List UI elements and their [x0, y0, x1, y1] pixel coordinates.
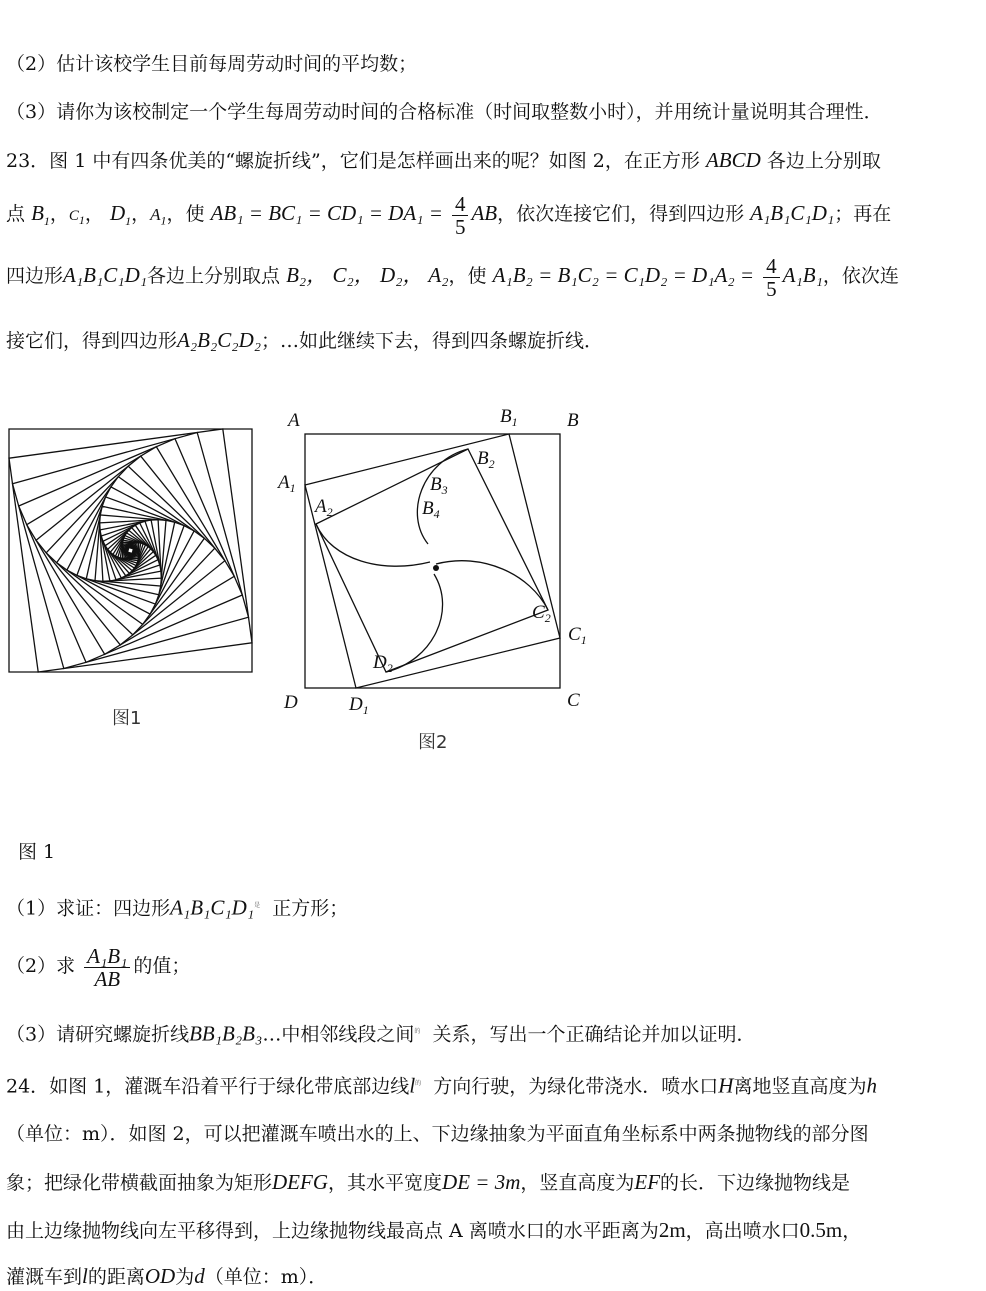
- q23-text: 点: [6, 203, 26, 225]
- spiral-square: [101, 521, 160, 580]
- q24-var-d: d: [194, 1264, 205, 1288]
- q24-value: 2m: [658, 1218, 686, 1242]
- spiral-square: [46, 466, 215, 635]
- q24-var-l: l: [82, 1264, 88, 1288]
- q23-quad: A₁B₁C₁D₁: [750, 201, 835, 225]
- q23-text: ，依次连接它们，得到四边形: [497, 203, 745, 225]
- q23-line1: [6, 148, 881, 173]
- q23-quad: A₁B₁C₁D₁: [170, 895, 255, 920]
- q24-line5: [6, 1264, 327, 1289]
- q23-line4: [6, 328, 603, 353]
- q23-sub1: [6, 894, 348, 920]
- label-c2: $C_2$: [532, 602, 551, 625]
- q23-line3: [6, 252, 899, 300]
- q24-segment: OD: [144, 1264, 176, 1288]
- q24-text: ，竖直高度为: [520, 1172, 635, 1194]
- spiral-square: [110, 530, 150, 570]
- q24-text: 为: [175, 1266, 195, 1288]
- spiral-square: [57, 477, 205, 625]
- label-d2: $D_2$: [373, 652, 393, 675]
- figure-1-spiral: [6, 426, 256, 676]
- label-c: C: [567, 690, 580, 711]
- spiral-square: [27, 447, 235, 655]
- q23-text: （2）求: [6, 955, 76, 977]
- spiral-square: [105, 525, 156, 576]
- tiny-mark: 是: [254, 902, 261, 909]
- q24-var-h: h: [866, 1073, 877, 1098]
- fraction-numerator: 4: [763, 255, 780, 278]
- q23-text: 接它们，得到四边形: [6, 330, 178, 352]
- label-b1: $B_1$: [500, 406, 518, 429]
- q23-text: 各边上分别取点: [147, 265, 281, 287]
- q22-part2: （2）估计该校学生目前每周劳动时间的平均数；: [6, 53, 418, 75]
- q23-points: B₂， C₂， D₂， A₂: [286, 263, 449, 287]
- q24-text: ，: [842, 1220, 862, 1242]
- label-b: B: [567, 410, 579, 431]
- q24-segment: EF: [634, 1170, 661, 1194]
- q23-equation: AB₁ = BC₁ = CD₁ = DA₁ =: [210, 201, 443, 225]
- q24-text: ，其水平宽度: [328, 1172, 443, 1194]
- spiral-square: [108, 528, 154, 574]
- q23-equation-tail: A₁B₁: [782, 263, 823, 287]
- q24-value: 0.5m: [799, 1218, 843, 1242]
- q23-text: ；…如此继续下去，得到四条螺旋折线．: [261, 330, 604, 352]
- q24-width-eq: DE = 3m: [442, 1170, 521, 1194]
- label-c1: $C_1$: [568, 624, 587, 647]
- q23-text: 各边上分别取: [766, 150, 881, 172]
- q23-ratio-fraction: [84, 945, 130, 990]
- q24-text: 灌溉车到: [6, 1266, 83, 1288]
- q24-var-l: l: [409, 1073, 416, 1098]
- label-b2: $B_2$: [477, 448, 495, 471]
- q24-text: 24．如图 1，灌溉车沿着平行于绿化带底部边线: [6, 1075, 410, 1098]
- fraction-denominator: AB: [94, 966, 121, 991]
- q23-text: ；再在: [834, 203, 892, 225]
- q24-text: 的距离: [87, 1266, 145, 1288]
- q23-point-d1: $D_1$: [109, 201, 132, 229]
- q23-text: …中相邻线段之间: [262, 1023, 415, 1046]
- q24-line3: [6, 1170, 850, 1195]
- fraction-numerator: A₁B₁: [84, 945, 130, 968]
- q24-text: 象；把绿化带横截面抽象为矩形: [6, 1172, 273, 1194]
- q23-text: ，依次连: [822, 265, 899, 287]
- q23-quad: A₂B₂C₂D₂: [177, 328, 262, 352]
- label-a: A: [288, 410, 300, 431]
- q23-text: 的值；: [133, 955, 191, 977]
- q23-text: （1）求证：四边形: [6, 897, 171, 920]
- q23-text: ，使: [448, 265, 487, 287]
- q24-text: 方向行驶，为绿化带浇水．喷水口: [433, 1075, 719, 1098]
- figure-2-caption: 图2: [418, 732, 448, 753]
- q23-sub2: [6, 940, 190, 992]
- spiral-square: [9, 429, 252, 672]
- q23-square-name: ABCD: [705, 148, 761, 172]
- q23-text: 关系，写出一个正确结论并加以证明．: [432, 1023, 756, 1046]
- label-a2: $A_2$: [315, 496, 333, 519]
- q24-text: ，高出喷水口: [685, 1220, 800, 1242]
- tiny-mark: 的: [415, 1080, 422, 1087]
- q23-point-c1: $C_1$: [68, 208, 85, 227]
- label-b3: $B_3$: [430, 474, 448, 497]
- label-d1: $D_1$: [349, 694, 369, 717]
- q24-line4: [6, 1218, 861, 1243]
- q24-var-h-cap: H: [718, 1073, 734, 1098]
- q23-point-b1: $B_1$: [31, 201, 50, 229]
- figure-1-caption: 图1: [112, 708, 142, 729]
- spiral-square: [9, 429, 252, 672]
- q23-fraction: [452, 193, 469, 238]
- fraction-denominator: 5: [766, 276, 777, 301]
- q24-text: 由上边缘抛物线向左平移得到，上边缘抛物线最高点 A 离喷水口的水平距离为: [6, 1220, 659, 1242]
- q24-line1: [6, 1072, 877, 1098]
- spiral-arc-d: [386, 574, 443, 672]
- q23-equation-tail: AB: [471, 201, 498, 225]
- q23-text: 四边形: [6, 265, 64, 287]
- q23-text: 正方形；: [272, 897, 349, 920]
- q22-part3: （3）请你为该校制定一个学生每周劳动时间的合格标准（时间取整数小时），并用统计量说明其合理性．: [6, 101, 883, 123]
- q24-text: （单位：m）．: [204, 1266, 328, 1288]
- center-point: [433, 565, 439, 571]
- fraction-denominator: 5: [454, 214, 466, 239]
- q23-quad: A₁B₁C₁D₁: [63, 263, 148, 287]
- label-a1: $A_1$: [278, 472, 296, 495]
- q23-fraction: [763, 255, 780, 300]
- q23-line2: 点 $B_1$，$C_1$， $D_1$，$A_1$，使 AB₁ = BC₁ = CD₁ = DA₁ = $\frac{4}{5}$ AB，依次连接它们，得到四边形 A₁B₁C₁D₁；再在: [6, 191, 892, 239]
- label-b4: $B_4$: [422, 498, 440, 521]
- tiny-mark: 的: [414, 1028, 421, 1035]
- label-d: D: [284, 692, 298, 713]
- q24-line2: （单位：m）．如图 2，可以把灌溉车喷出水的上、下边缘抽象为平面直角坐标系中两条抛物线的部分图: [6, 1123, 869, 1145]
- q24-text: 的长．下边缘抛物线是: [660, 1172, 851, 1194]
- q24-text: 离地竖直高度为: [733, 1075, 867, 1098]
- figure-2-diagram: [270, 396, 600, 726]
- q23-point-a1: $A_1$: [150, 205, 167, 228]
- q23-equation: A₁B₂ = B₁C₂ = C₁D₂ = D₁A₂ =: [492, 263, 755, 287]
- q23-polyline: BB₁B₂B₃: [189, 1021, 263, 1046]
- q24-rect: DEFG: [272, 1170, 329, 1194]
- q23-text: 23．图 1 中有四条优美的“螺旋折线”，它们是怎样画出来的呢？如图 2，在正方形: [6, 150, 700, 172]
- spiral-square: [36, 456, 225, 645]
- figure-reference: 图 1: [18, 841, 56, 863]
- q23-sub3: [6, 1020, 755, 1046]
- spiral-square: [128, 548, 134, 554]
- fraction-numerator: 4: [452, 193, 469, 216]
- q23-text: （3）请研究螺旋折线: [6, 1023, 190, 1046]
